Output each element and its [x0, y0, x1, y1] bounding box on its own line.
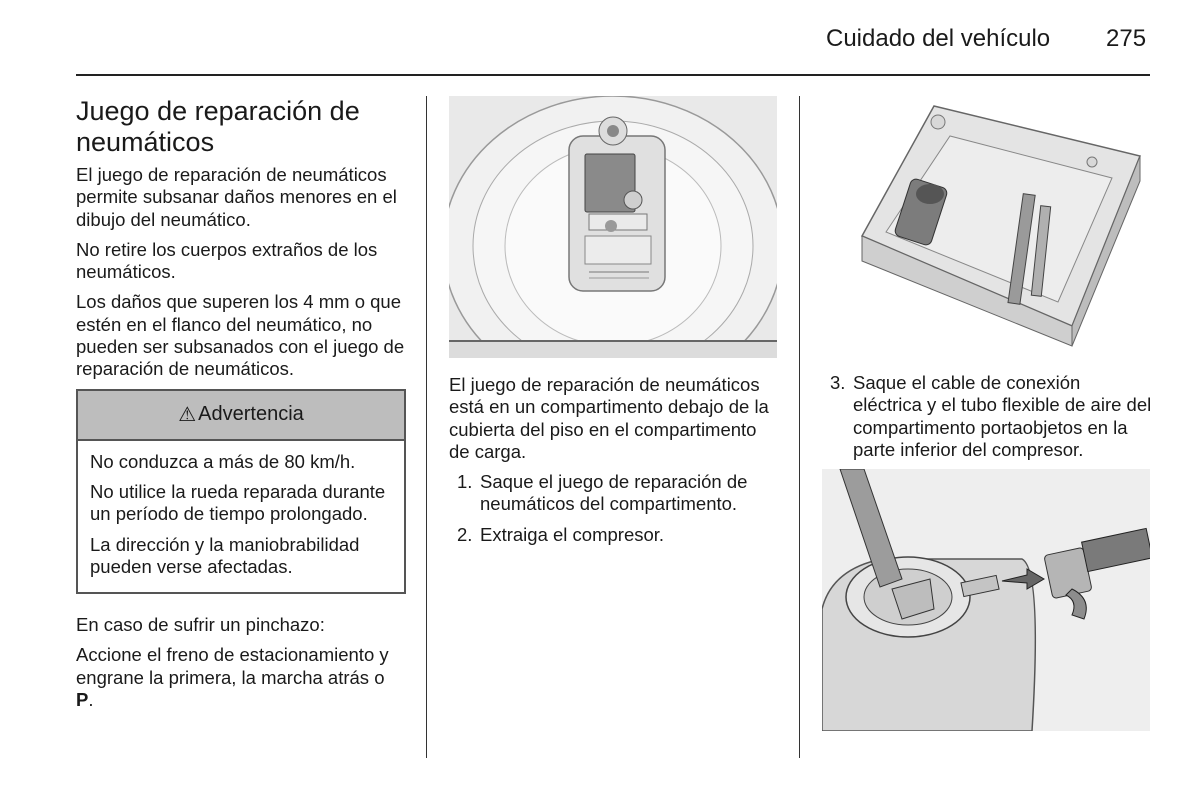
step-item: [822, 372, 1152, 461]
paragraph: No retire los cuerpos extraños de los neumáticos.: [76, 238, 378, 283]
intro-paragraph: El juego de reparación de neumáticos está en un compartimento debajo de la cubierta del piso en el compartimento de carga.: [449, 374, 769, 462]
spare-wheel-well-illustration: [449, 96, 777, 358]
hose-connection-illustration: [822, 469, 1150, 731]
warning-box: [76, 389, 406, 594]
step-item: [449, 471, 779, 516]
warning-triangle-icon: ⚠: [178, 404, 197, 427]
paragraph: [76, 644, 406, 711]
column-3: [822, 96, 1152, 731]
page-number: 275: [1106, 25, 1147, 52]
step-text: Saque el juego de reparación de neumáticos del compartimento.: [480, 471, 748, 515]
section-title: Juego de reparación de neumáticos: [76, 96, 360, 157]
warning-body: [78, 441, 404, 592]
warning-title: Advertencia: [198, 403, 304, 426]
paragraph-text: Accione el freno de estacionamiento y engrane la primera, la marcha atrás o: [76, 644, 389, 688]
period: .: [88, 689, 94, 711]
header-rule: [76, 74, 1150, 76]
warning-header: [78, 391, 404, 441]
paragraph: El juego de reparación de neumáticos permite subsanar daños menores en el dibujo del neumático.: [76, 164, 397, 230]
warning-paragraph: No utilice la rueda reparada durante un período de tiempo prolongado.: [90, 480, 386, 525]
step-number: 2.: [457, 523, 473, 545]
step-text: Saque el cable de conexión eléctrica y el tubo flexible de aire del compartimento portaobjetos en la parte inferior del compresor.: [853, 372, 1152, 460]
step-number: 1.: [457, 471, 473, 493]
warning-paragraph: No conduzca a más de 80 km/h.: [90, 450, 356, 472]
steps-list: [822, 372, 1152, 461]
steps-list: [449, 471, 779, 546]
column-divider: [799, 96, 800, 758]
gear-position-p: P: [76, 689, 89, 711]
column-divider: [426, 96, 427, 758]
compressor-underside-illustration: [822, 96, 1150, 358]
running-header-title: Cuidado del vehículo: [826, 25, 1051, 52]
column-2: [449, 96, 779, 554]
step-item: [449, 524, 779, 546]
paragraph: En caso de sufrir un pinchazo:: [76, 614, 325, 636]
warning-paragraph: La dirección y la maniobrabilidad pueden verse afectadas.: [90, 533, 360, 577]
step-number: 3.: [830, 372, 846, 393]
column-1: [76, 96, 406, 719]
step-text: Extraiga el compresor.: [480, 523, 665, 545]
paragraph: Los daños que superen los 4 mm o que estén en el flanco del neumático, no pueden ser subsanados con el juego de reparación de neumáticos.: [76, 291, 405, 380]
